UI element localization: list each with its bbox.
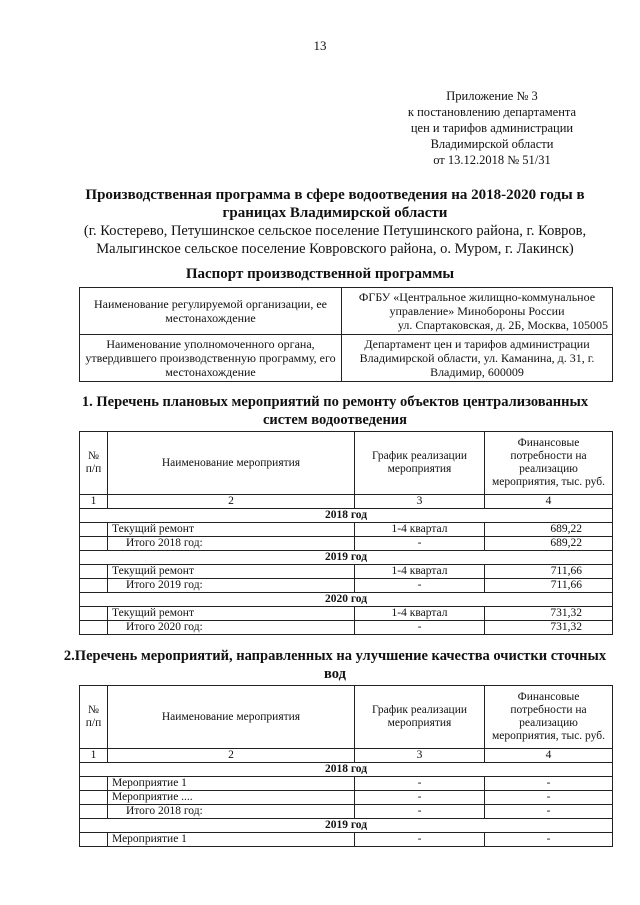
cell-amount: 689,22 <box>485 537 613 551</box>
column-numbers-row <box>80 749 613 763</box>
cell-amount: 711,66 <box>485 579 613 593</box>
col-header-number: № п/п <box>80 432 108 495</box>
col-number: 3 <box>355 495 485 509</box>
year-label: 2019 год <box>80 551 613 565</box>
section2-heading: 2.Перечень мероприятий, направленных на улучшение качества очистки сточных вод <box>63 648 607 682</box>
col-number: 3 <box>355 749 485 763</box>
cell-number <box>80 791 108 805</box>
cell-name: Мероприятие .... <box>108 791 355 805</box>
cell-number <box>80 607 108 621</box>
passport-row <box>80 288 613 335</box>
cell-schedule: 1-4 квартал <box>355 565 485 579</box>
appendix-line: Владимирской области <box>430 137 554 151</box>
col-number: 1 <box>80 495 108 509</box>
cell-number <box>80 805 108 819</box>
appendix-line: Приложение № 3 <box>446 89 538 103</box>
document-subtitle: (г. Костерево, Петушинское сельское поселение Петушинского района, г. Ковров, Малыгинское сельское поселение Ковровского района, о. Муром, г. Лакинск) <box>83 223 587 257</box>
appendix-line: от 13.12.2018 № 51/31 <box>433 153 551 167</box>
cell-number <box>80 537 108 551</box>
col-header-amount: Финансовые потребности на реализацию мероприятия, тыс. руб. <box>485 432 613 495</box>
col-number: 4 <box>485 495 613 509</box>
col-number: 2 <box>108 495 355 509</box>
cell-name: Мероприятие 1 <box>108 833 355 847</box>
cell-number <box>80 777 108 791</box>
cell-schedule: - <box>355 621 485 635</box>
col-header-amount: Финансовые потребности на реализацию мероприятия, тыс. руб. <box>485 686 613 749</box>
col-header-schedule: График реализации мероприятия <box>355 686 485 749</box>
table-row-total <box>80 579 613 593</box>
cell-number <box>80 579 108 593</box>
col-number: 2 <box>108 749 355 763</box>
cell-amount: 731,32 <box>485 621 613 635</box>
appendix-line: к постановлению департамента <box>407 105 577 119</box>
section2-table <box>79 685 613 847</box>
section1-table <box>79 431 613 635</box>
year-label: 2018 год <box>80 763 613 777</box>
passport-heading: Паспорт производственной программы <box>185 266 455 282</box>
year-row <box>80 819 613 833</box>
table-row <box>80 833 613 847</box>
passport-value-text: ФГБУ «Центральное жилищно-коммунальное управление» Минобороны России <box>358 290 596 318</box>
cell-schedule: - <box>355 833 485 847</box>
table-row <box>80 607 613 621</box>
cell-number <box>80 565 108 579</box>
table-header-row <box>80 686 613 749</box>
year-row <box>80 593 613 607</box>
table-row-total <box>80 537 613 551</box>
year-label: 2018 год <box>80 509 613 523</box>
cell-schedule: 1-4 квартал <box>355 523 485 537</box>
cell-amount: - <box>485 791 613 805</box>
cell-amount: 731,32 <box>485 607 613 621</box>
cell-name: Текущий ремонт <box>108 607 355 621</box>
cell-name: Текущий ремонт <box>108 523 355 537</box>
table-row-total <box>80 621 613 635</box>
col-header-name: Наименование мероприятия <box>108 686 355 749</box>
document-title: Производственная программа в сфере водоотведения на 2018-2020 годы в границах Владимирской области <box>85 187 585 221</box>
cell-name: Итого 2019 год: <box>108 579 355 593</box>
cell-amount: - <box>485 777 613 791</box>
year-row <box>80 763 613 777</box>
table-row <box>80 523 613 537</box>
column-numbers-row <box>80 495 613 509</box>
section1-heading: 1. Перечень плановых мероприятий по ремонту объектов централизованных систем водоотведения <box>81 394 589 428</box>
col-number: 1 <box>80 749 108 763</box>
cell-name: Итого 2020 год: <box>108 621 355 635</box>
year-label: 2020 год <box>80 593 613 607</box>
appendix-note <box>382 88 602 168</box>
cell-amount: 711,66 <box>485 565 613 579</box>
cell-schedule: - <box>355 777 485 791</box>
cell-name: Итого 2018 год: <box>108 805 355 819</box>
cell-number <box>80 523 108 537</box>
passport-value <box>342 288 613 335</box>
cell-name: Текущий ремонт <box>108 565 355 579</box>
year-row <box>80 509 613 523</box>
col-header-name: Наименование мероприятия <box>108 432 355 495</box>
cell-amount: - <box>485 805 613 819</box>
cell-name: Итого 2018 год: <box>108 537 355 551</box>
cell-schedule: - <box>355 791 485 805</box>
passport-value: Департамент цен и тарифов администрации Владимирской области, ул. Каманина, д. 31, г. Владимир, 600009 <box>342 335 613 382</box>
appendix-line: цен и тарифов администрации <box>410 121 574 135</box>
page-number: 13 <box>313 38 327 53</box>
passport-label: Наименование уполномоченного органа, утвердившего производственную программу, его местонахождение <box>80 335 342 382</box>
cell-name: Мероприятие 1 <box>108 777 355 791</box>
col-header-number: № п/п <box>80 686 108 749</box>
year-row <box>80 551 613 565</box>
passport-table <box>79 287 613 382</box>
table-header-row <box>80 432 613 495</box>
passport-row <box>80 335 613 382</box>
passport-label: Наименование регулируемой организации, ее местонахождение <box>80 288 342 335</box>
cell-schedule: 1-4 квартал <box>355 607 485 621</box>
table-row <box>80 565 613 579</box>
table-row-total <box>80 805 613 819</box>
col-header-schedule: График реализации мероприятия <box>355 432 485 495</box>
col-number: 4 <box>485 749 613 763</box>
passport-address: ул. Спартаковская, д. 2Б, Москва, 105005 <box>397 318 608 332</box>
cell-amount: 689,22 <box>485 523 613 537</box>
table-row <box>80 777 613 791</box>
cell-schedule: - <box>355 537 485 551</box>
cell-number <box>80 833 108 847</box>
cell-schedule: - <box>355 805 485 819</box>
cell-number <box>80 621 108 635</box>
year-label: 2019 год <box>80 819 613 833</box>
table-row <box>80 791 613 805</box>
cell-amount: - <box>485 833 613 847</box>
cell-schedule: - <box>355 579 485 593</box>
